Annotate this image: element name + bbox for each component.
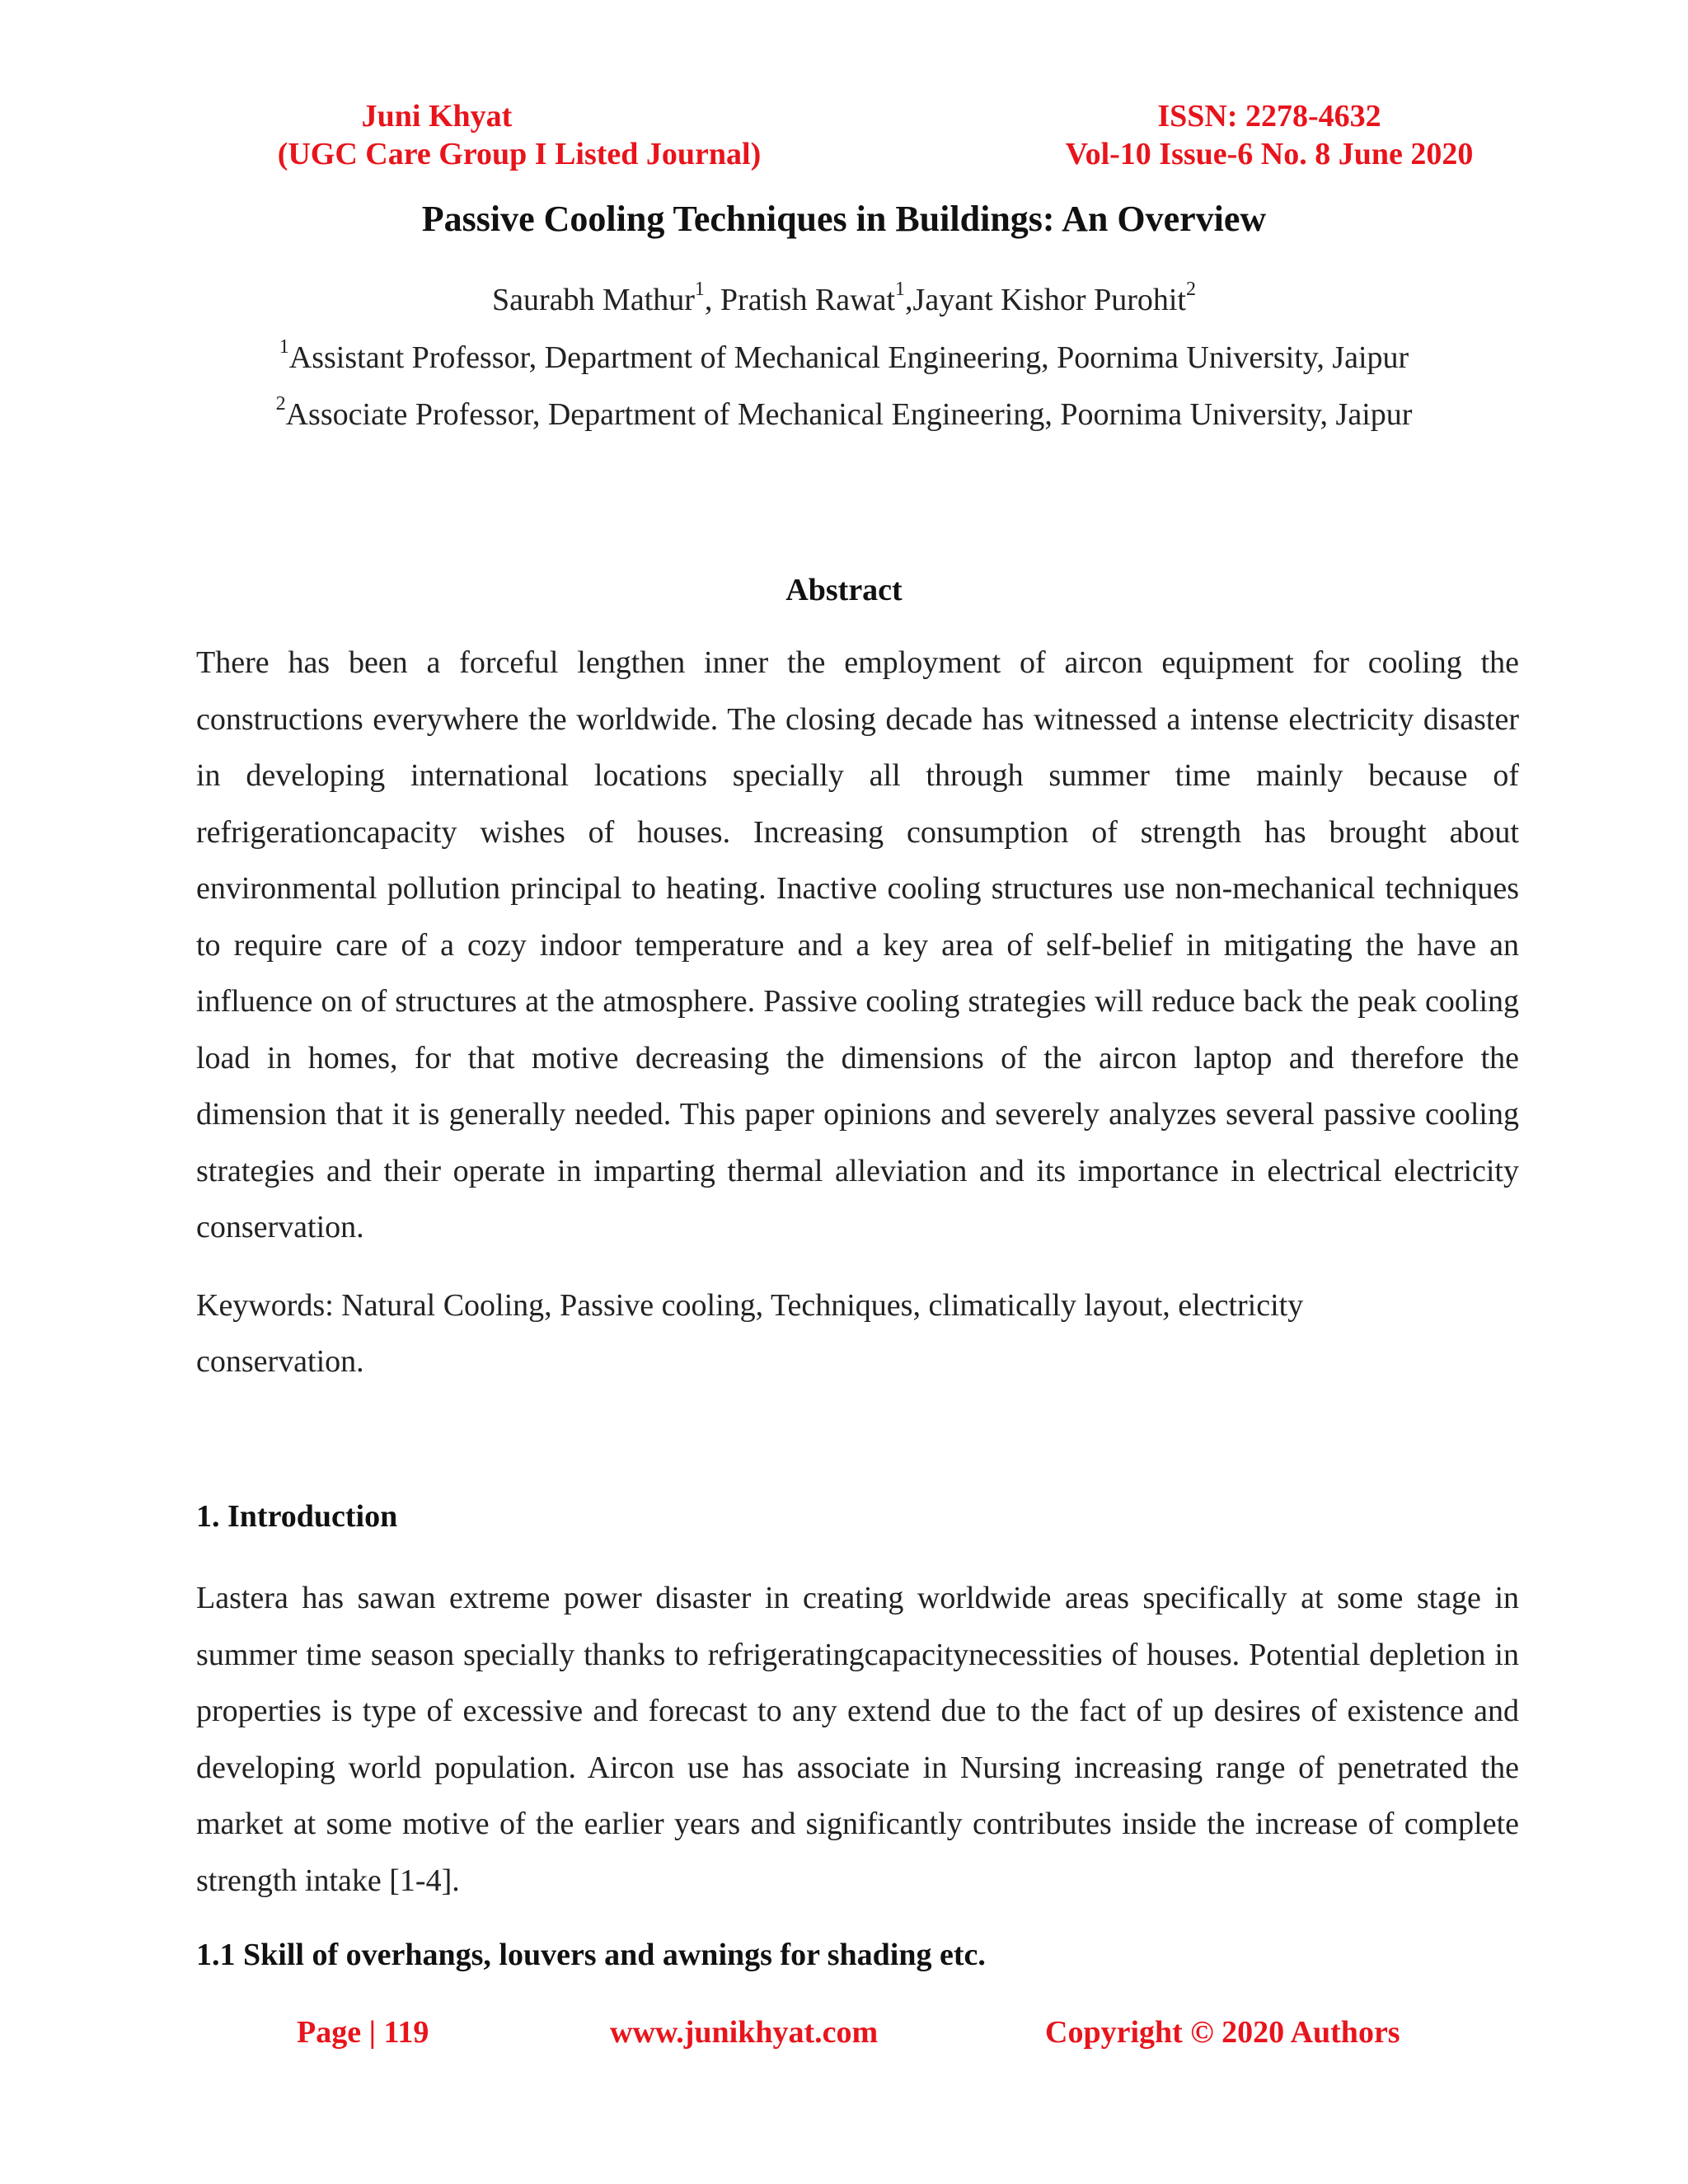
section-heading-introduction: 1. Introduction: [196, 1499, 398, 1534]
affiliation-text: Assistant Professor, Department of Mechanical Engineering, Poornima University, Jaipur: [288, 340, 1409, 375]
journal-header-left: [231, 97, 808, 173]
affiliation: [0, 393, 1688, 433]
author-name: Pratish Rawat: [720, 283, 896, 317]
affiliation-text: Associate Professor, Department of Mechanical Engineering, Poornima University, Jaipur: [285, 397, 1413, 432]
author-name: Jayant Kishor Purohit: [912, 283, 1186, 317]
affiliation-mark: 1: [279, 336, 289, 359]
abstract-text: There has been a forceful lengthen inner the employment of aircon equipment for cooling the constructions everywhere the worldwide. The closing decade has witnessed a intense electricity disaster in developing international locations specially all through summer time mainly because of refrigerationcapacity wishes of houses. Increasing consumption of strength has brought about environmental pollution principal to heating. Inactive cooling structures use non-mechanical techniques to require care of a cozy indoor temperature and a key area of self-belief in mitigating the have an influence on of structures at the atmosphere. Passive cooling strategies will reduce back the peak cooling load in homes, for that motive decreasing the dimensions of the aircon laptop and therefore the dimension that it is generally needed. This paper opinions and severely analyzes several passive cooling strategies and their operate in imparting thermal alleviation and its importance in electrical electricity conservation.: [196, 645, 1519, 1244]
keywords: Keywords: Natural Cooling, Passive cooling, Techniques, climatically layout, electricity conservation.: [196, 1288, 1304, 1379]
volume-issue: Vol-10 Issue-6 No. 8 June 2020: [1065, 137, 1474, 171]
journal-group: (UGC Care Group I Listed Journal): [277, 137, 762, 171]
author-list: Saurabh Mathur$^1$, Pratish Rawat$^1$,Jayant Kishor Purohit$^2$: [492, 279, 1196, 317]
subsection-heading: 1.1 Skill of overhangs, louvers and awnings for shading etc.: [196, 1938, 986, 1972]
introduction-text: Lastera has sawan extreme power disaster in creating worldwide areas specifically at some stage in summer time season specially thanks to refrigeratingcapacitynecessities of houses. Potential depletion in properties is type of excessive and forecast to any extend due to the fact of up desires of existence and developing world population. Aircon use has associate in Nursing increasing range of penetrated the market at some motive of the earlier years and significantly contributes inside the increase of complete strength intake [1-4].: [196, 1581, 1519, 1898]
author-affil-mark: 1: [694, 279, 705, 301]
author-affil-mark: 2: [1185, 279, 1196, 301]
website-link[interactable]: www.junikhyat.com: [610, 2015, 879, 2050]
copyright: Copyright © 2020 Authors: [1045, 2015, 1400, 2050]
issn: ISSN: 2278-4632: [1157, 99, 1381, 134]
paper-title: Passive Cooling Techniques in Buildings: An Overview: [421, 199, 1267, 239]
page-number: Page | 119: [297, 2015, 429, 2050]
affiliation-mark: 2: [275, 393, 286, 415]
journal-name: Juni Khyat: [361, 99, 513, 134]
affiliation: [0, 336, 1688, 376]
author-name: Saurabh Mathur: [492, 283, 695, 317]
abstract-heading: Abstract: [785, 573, 903, 607]
journal-header-right: [1039, 97, 1500, 173]
author-affil-mark: 1: [895, 279, 906, 301]
